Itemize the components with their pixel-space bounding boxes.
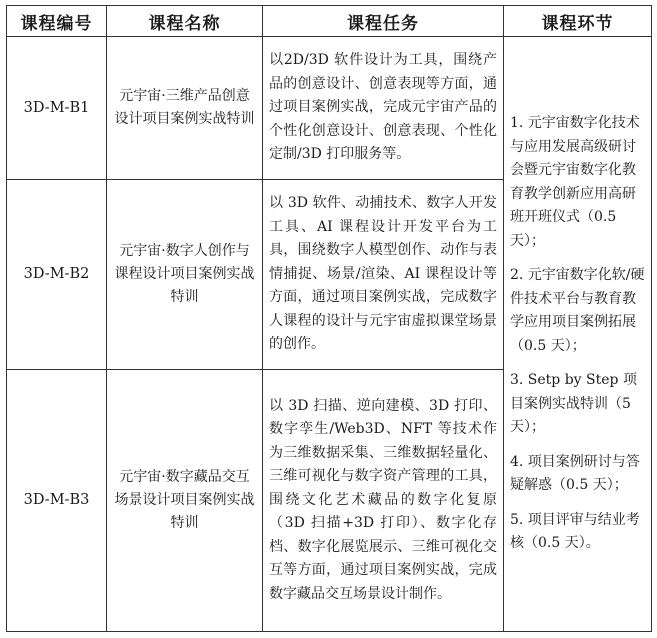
course-name: 元宇宙·数字人创作与课程设计项目案例实战特训: [107, 180, 263, 370]
course-task: 以 3D 扫描、逆向建模、3D 打印、数字孪生/Web3D、NFT 等技术作为三维数据采集、三维数据轻量化、三维可视化与数字资产管理的工具，围绕文化艺术藏品的数字化复原（3D 扫描+3D 打印）、数字化存档、数字化展览展示、三维可视化交互等方面，通过项目案例实战，完成数字藏品交互场景设计制作。: [263, 370, 504, 632]
header-course-steps: 课程环节: [504, 6, 652, 37]
step-item: 5. 项目评审与结业考核（0.5 天）。: [510, 511, 640, 552]
course-code: 3D-M-B1: [7, 37, 107, 180]
header-course-task: 课程任务: [263, 6, 504, 37]
course-table: [6, 5, 652, 632]
table-row: [7, 37, 652, 180]
course-code: 3D-M-B3: [7, 370, 107, 632]
step-item: 4. 项目案例研讨与答疑解惑（0.5 天）；: [510, 453, 640, 494]
header-course-code: 课程编号: [7, 6, 107, 37]
course-name: 元宇宙·数字藏品交互场景设计项目案例实战特训: [107, 370, 263, 632]
step-item: 3. Setp by Step 项目案例实战特训（5 天）；: [510, 372, 637, 436]
course-steps-cell: [504, 37, 652, 632]
course-task: 以2D/3D 软件设计为工具，围绕产品的创意设计、创意表现等方面，通过项目案例实战，完成元宇宙产品的个性化创意设计、创意表现、个性化定制/3D 打印服务等。: [263, 37, 504, 180]
step-item: 2. 元宇宙数字化软/硬件技术平台与教育教学应用项目案例拓展（0.5 天）；: [510, 267, 645, 354]
header-row: [7, 6, 652, 37]
step-item: 1. 元宇宙数字化技术与应用发展高级研讨会暨元宇宙数字化教育教学创新应用高研班开班仪式（0.5 天）；: [510, 115, 640, 249]
header-course-name: 课程名称: [107, 6, 263, 37]
course-task: 以 3D 软件、动捕技术、数字人开发工具、AI 课程设计开发平台为工具，围绕数字人模型创作、动作与表情捕捉、场景/渲染、AI 课程设计等方面，通过项目案例实战，完成数字人课程的设计与元宇宙虚拟课堂场景的创作。: [263, 180, 504, 370]
course-code: 3D-M-B2: [7, 180, 107, 370]
course-name: 元宇宙·三维产品创意设计项目案例实战特训: [107, 37, 263, 180]
